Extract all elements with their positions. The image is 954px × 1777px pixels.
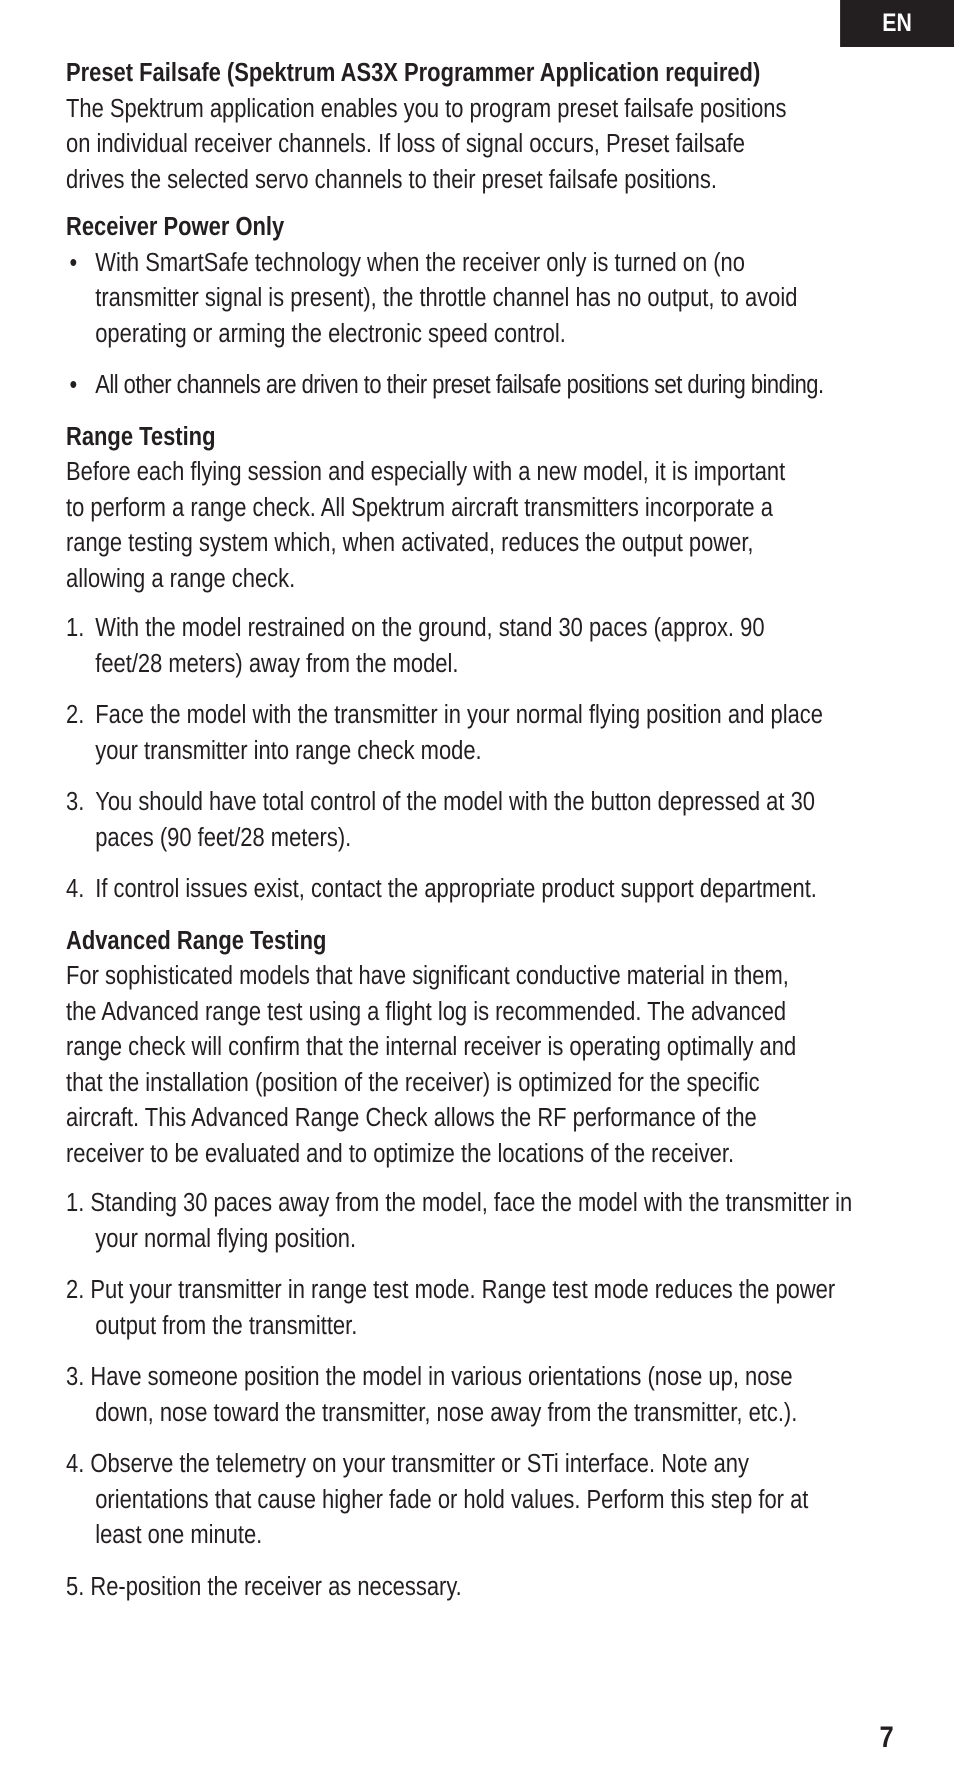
step-number: 1. <box>66 614 85 642</box>
step-text: Have someone position the model in various orientations (nose up, nose down, nose toward the transmitter, nose away from the transmitter, etc.). <box>90 1363 798 1427</box>
list-item <box>66 785 852 856</box>
step-text: Put your transmitter in range test mode. Range test mode reduces the power output from the transmitter. <box>90 1276 836 1340</box>
step-text: If control issues exist, contact the appropriate product support department. <box>95 875 817 903</box>
list-item <box>66 1273 869 1344</box>
advanced-range-body: For sophisticated models that have significant conductive material in them, the Advanced range test using a flight log is recommended. The advanced range check will confirm that the internal receiver is operating optimally and that the installation (position of the receiver) is optimized for the specific aircraft. This Advanced Range Check allows the RF performance of the receiver to be evaluated and to optimize the locations of the receiver. <box>66 962 797 1168</box>
list-item <box>66 368 886 404</box>
list-item <box>66 1186 861 1257</box>
bullet-icon: • <box>69 371 77 399</box>
preset-failsafe-section <box>66 56 926 198</box>
language-tab: EN <box>840 0 954 47</box>
step-text: Face the model with the transmitter in your normal flying position and place your transmitter into range check mode. <box>95 701 823 765</box>
list-item <box>66 611 783 682</box>
step-text: With the model restrained on the ground, stand 30 paces (approx. 90 feet/28 meters) away from the model. <box>95 614 765 678</box>
bullet-text: With SmartSafe technology when the receiver only is turned on (no transmitter signal is present), the throttle channel has no output, to avoid operating or arming the electronic speed control. <box>95 248 798 348</box>
list-item <box>66 872 921 908</box>
step-number: 2. <box>66 701 85 729</box>
step-number: 5. <box>66 1572 91 1601</box>
advanced-range-heading: Advanced Range Testing <box>66 926 327 955</box>
step-number: 4. <box>66 875 85 903</box>
list-item <box>66 1570 835 1606</box>
page-content <box>66 56 886 1621</box>
bullet-text: All other channels are driven to their preset failsafe positions set during binding. <box>95 371 824 399</box>
preset-failsafe-body: The Spektrum application enables you to program preset failsafe positions on individual receiver channels. If loss of signal occurs, Preset failsafe drives the selected servo channels to their preset failsafe positions. <box>66 94 787 194</box>
step-text: You should have total control of the model with the button depressed at 30 paces (90 feet/28 meters). <box>95 788 815 852</box>
page-number: 7 <box>879 1721 894 1754</box>
receiver-power-heading: Receiver Power Only <box>66 213 285 241</box>
advanced-range-steps <box>66 1186 926 1605</box>
step-number: 3. <box>66 1363 91 1391</box>
range-testing-body: Before each flying session and especially with a new model, it is important to perform a range check. All Spektrum aircraft transmitters incorporate a range testing system which, when activated, reduces the output power, allowing a range check. <box>66 458 786 593</box>
list-item <box>66 246 809 353</box>
step-number: 4. <box>66 1450 91 1478</box>
step-number: 1. <box>66 1189 91 1217</box>
receiver-power-list <box>66 246 926 404</box>
advanced-range-section <box>66 924 926 1606</box>
preset-failsafe-heading: Preset Failsafe (Spektrum AS3X Programmer Application required) <box>66 59 761 87</box>
step-text: Re-position the receiver as necessary. <box>90 1572 462 1601</box>
range-testing-heading: Range Testing <box>66 422 216 451</box>
step-text: Standing 30 paces away from the model, face the model with the transmitter in your normal flying position. <box>90 1189 853 1253</box>
bullet-icon: • <box>69 248 78 277</box>
list-item <box>66 698 852 769</box>
receiver-power-section <box>66 210 926 404</box>
step-number: 2. <box>66 1276 91 1304</box>
step-number: 3. <box>66 788 85 816</box>
range-testing-steps <box>66 611 926 908</box>
range-testing-section <box>66 420 926 908</box>
step-text: Observe the telemetry on your transmitter or STi interface. Note any orientations that cause higher fade or hold values. Perform this step for at least one minute. <box>90 1450 809 1549</box>
list-item <box>66 1360 852 1431</box>
list-item <box>66 1447 835 1554</box>
